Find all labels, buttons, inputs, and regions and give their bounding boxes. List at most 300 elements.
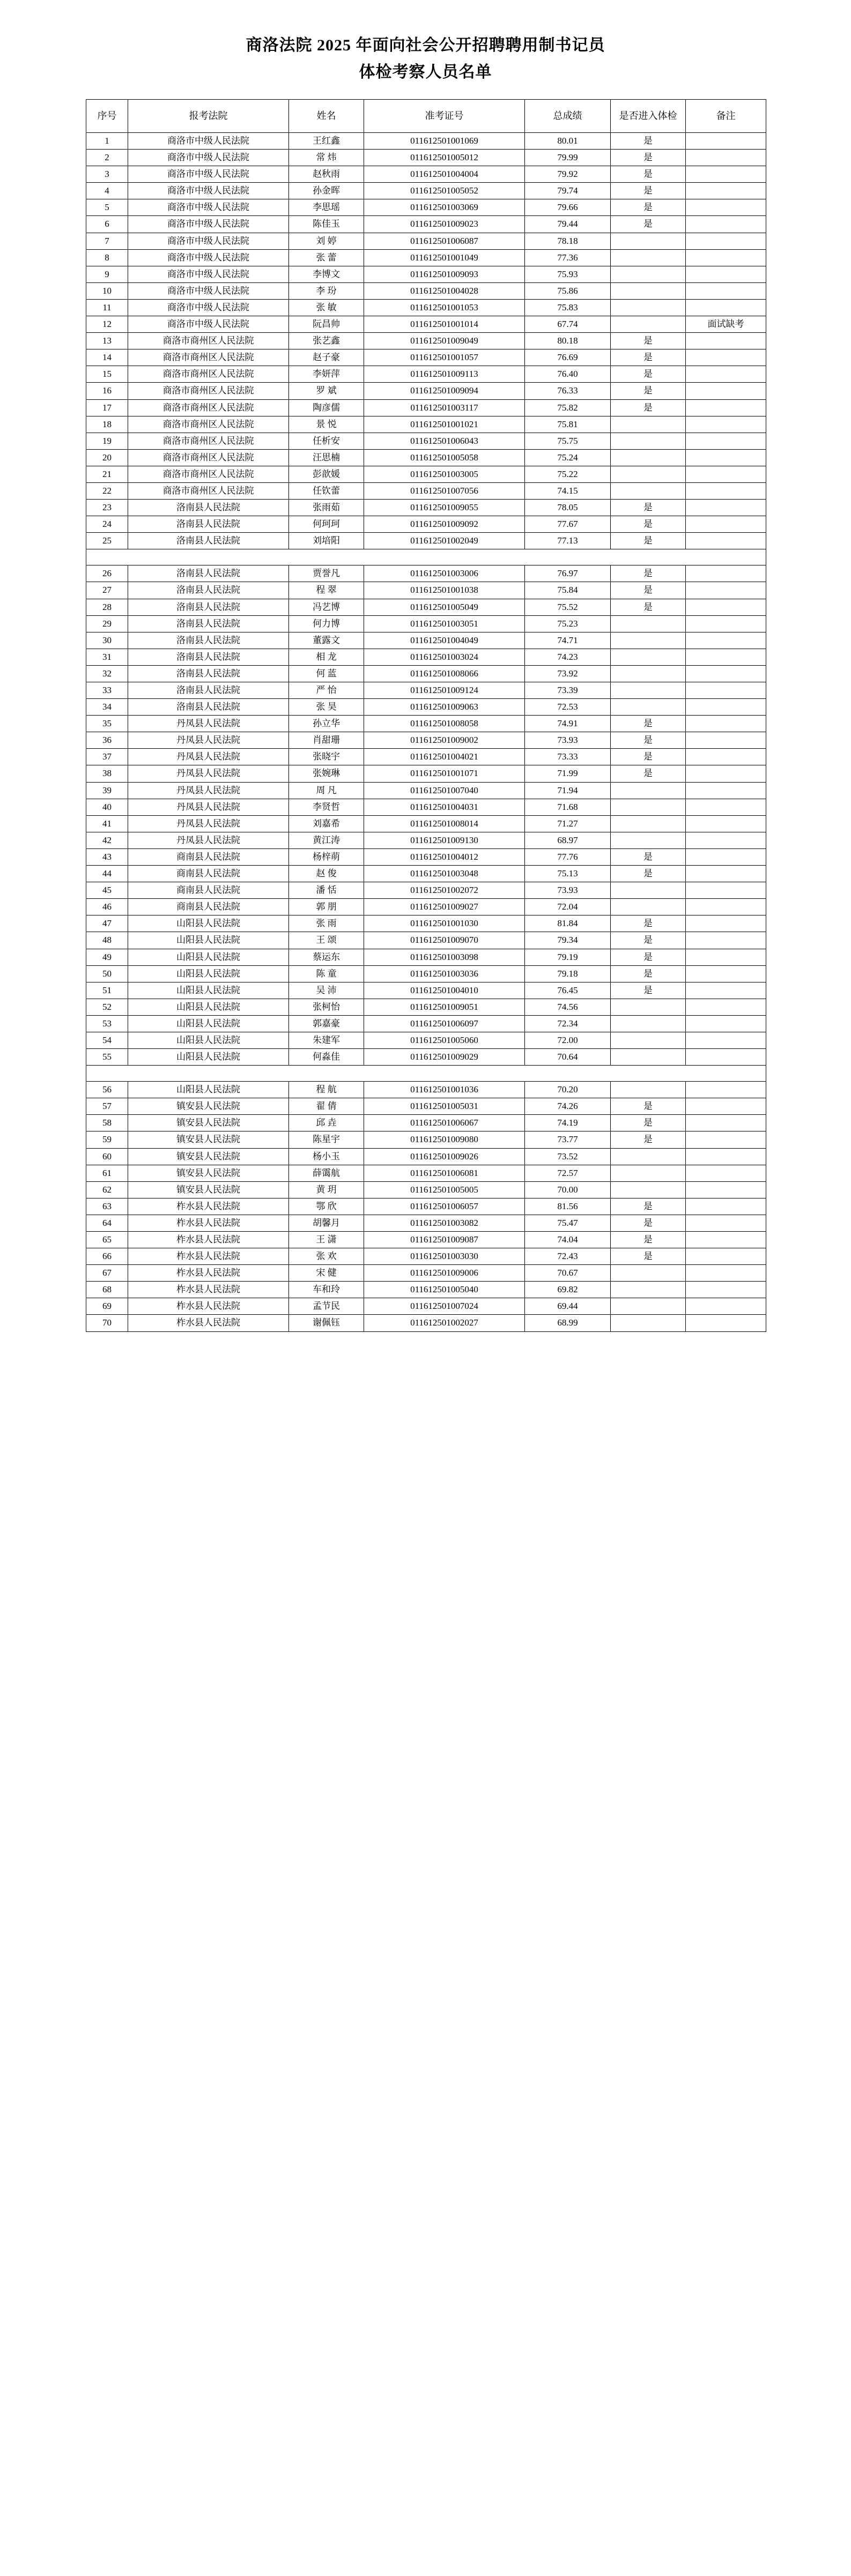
cell-seq: 31: [86, 649, 128, 665]
cell-ticket: 011612501005060: [364, 1032, 525, 1048]
cell-name: 何淼佳: [289, 1049, 364, 1066]
cell-seq: 66: [86, 1248, 128, 1265]
cell-name: 李博文: [289, 266, 364, 282]
table-row: [86, 632, 766, 649]
cell-seq: 42: [86, 832, 128, 848]
cell-remark: [686, 282, 766, 299]
cell-remark: [686, 665, 766, 682]
cell-remark: [686, 649, 766, 665]
cell-seq: 33: [86, 682, 128, 699]
cell-score: 74.15: [525, 482, 611, 499]
cell-remark: [686, 949, 766, 965]
cell-remark: [686, 682, 766, 699]
cell-court: 洛南县人民法院: [128, 582, 289, 599]
cell-exam: [611, 699, 686, 716]
cell-remark: [686, 133, 766, 150]
cell-remark: [686, 1098, 766, 1115]
cell-seq: 56: [86, 1082, 128, 1098]
cell-remark: [686, 1248, 766, 1265]
cell-court: 柞水县人民法院: [128, 1248, 289, 1265]
cell-remark: [686, 333, 766, 349]
title-line-2: 体检考察人员名单: [359, 63, 492, 81]
cell-name: 罗 斌: [289, 383, 364, 399]
cell-name: 任析安: [289, 433, 364, 449]
cell-remark: [686, 150, 766, 166]
cell-seq: 65: [86, 1232, 128, 1248]
cell-ticket: 011612501005049: [364, 599, 525, 615]
cell-score: 75.47: [525, 1215, 611, 1231]
cell-score: 75.84: [525, 582, 611, 599]
cell-ticket: 011612501001036: [364, 1082, 525, 1098]
table-row: [86, 500, 766, 516]
table-row: [86, 166, 766, 183]
cell-ticket: 011612501005058: [364, 449, 525, 466]
cell-remark: [686, 716, 766, 732]
cell-court: 山阳县人民法院: [128, 1015, 289, 1032]
page-break-spacer-cell: [86, 1066, 766, 1082]
cell-ticket: 011612501003082: [364, 1215, 525, 1231]
table-row: [86, 982, 766, 999]
cell-exam: [611, 1082, 686, 1098]
cell-remark: [686, 166, 766, 183]
cell-ticket: 011612501001038: [364, 582, 525, 599]
cell-remark: [686, 1032, 766, 1048]
table-row: [86, 1215, 766, 1231]
table-row: [86, 249, 766, 266]
cell-exam: 是: [611, 183, 686, 199]
cell-exam: [611, 832, 686, 848]
cell-score: 72.00: [525, 1032, 611, 1048]
table-row: [86, 1015, 766, 1032]
cell-exam: [611, 882, 686, 899]
cell-court: 柞水县人民法院: [128, 1215, 289, 1231]
table-row: [86, 1265, 766, 1282]
cell-court: 镇安县人民法院: [128, 1098, 289, 1115]
cell-score: 74.04: [525, 1232, 611, 1248]
cell-ticket: 011612501001069: [364, 133, 525, 150]
cell-ticket: 011612501009070: [364, 932, 525, 949]
cell-name: 赵秋雨: [289, 166, 364, 183]
cell-exam: 是: [611, 216, 686, 233]
table-row: [86, 749, 766, 765]
cell-court: 商南县人民法院: [128, 899, 289, 915]
cell-ticket: 011612501003048: [364, 866, 525, 882]
table-header-row: [86, 100, 766, 133]
cell-score: 75.24: [525, 449, 611, 466]
cell-remark: [686, 1215, 766, 1231]
cell-name: 张 昊: [289, 699, 364, 716]
cell-ticket: 011612501009006: [364, 1265, 525, 1282]
cell-remark: [686, 1265, 766, 1282]
cell-ticket: 011612501009124: [364, 682, 525, 699]
table-row: [86, 449, 766, 466]
cell-ticket: 011612501007024: [364, 1298, 525, 1315]
cell-score: 75.75: [525, 433, 611, 449]
cell-name: 李妍萍: [289, 366, 364, 383]
cell-ticket: 011612501009002: [364, 732, 525, 749]
cell-ticket: 011612501002049: [364, 533, 525, 549]
cell-exam: 是: [611, 932, 686, 949]
cell-court: 商洛市中级人民法院: [128, 216, 289, 233]
cell-court: 商洛市中级人民法院: [128, 249, 289, 266]
cell-ticket: 011612501006067: [364, 1115, 525, 1131]
table-row: [86, 383, 766, 399]
cell-name: 张雨茹: [289, 500, 364, 516]
cell-name: 程 航: [289, 1082, 364, 1098]
table-row: [86, 965, 766, 982]
cell-name: 陶彦儒: [289, 399, 364, 416]
cell-score: 77.67: [525, 516, 611, 533]
cell-exam: 是: [611, 765, 686, 782]
cell-exam: [611, 799, 686, 815]
cell-ticket: 011612501005052: [364, 183, 525, 199]
cell-exam: 是: [611, 1098, 686, 1115]
header-ticket: 准考证号: [364, 100, 525, 133]
cell-seq: 24: [86, 516, 128, 533]
cell-court: 山阳县人民法院: [128, 1049, 289, 1066]
cell-ticket: 011612501009055: [364, 500, 525, 516]
cell-remark: [686, 416, 766, 433]
cell-exam: 是: [611, 1131, 686, 1148]
header-score: 总成绩: [525, 100, 611, 133]
cell-exam: 是: [611, 349, 686, 366]
cell-seq: 26: [86, 565, 128, 582]
table-row: [86, 133, 766, 150]
cell-exam: 是: [611, 1115, 686, 1131]
cell-remark: [686, 882, 766, 899]
cell-ticket: 011612501006097: [364, 1015, 525, 1032]
cell-seq: 28: [86, 599, 128, 615]
cell-seq: 9: [86, 266, 128, 282]
table-row: [86, 1131, 766, 1148]
cell-ticket: 011612501001049: [364, 249, 525, 266]
cell-score: 74.26: [525, 1098, 611, 1115]
cell-seq: 11: [86, 299, 128, 316]
cell-court: 洛南县人民法院: [128, 599, 289, 615]
cell-remark: [686, 699, 766, 716]
cell-ticket: 011612501009026: [364, 1148, 525, 1165]
cell-remark: [686, 500, 766, 516]
table-row: [86, 1098, 766, 1115]
cell-name: 杨小玉: [289, 1148, 364, 1165]
cell-name: 汪思楠: [289, 449, 364, 466]
cell-exam: [611, 1049, 686, 1066]
cell-ticket: 011612501005040: [364, 1282, 525, 1298]
cell-score: 79.66: [525, 199, 611, 216]
cell-score: 74.23: [525, 649, 611, 665]
cell-exam: [611, 233, 686, 249]
cell-court: 商洛市商州区人民法院: [128, 433, 289, 449]
cell-remark: [686, 1082, 766, 1098]
cell-seq: 63: [86, 1198, 128, 1215]
cell-exam: 是: [611, 500, 686, 516]
cell-ticket: 011612501001021: [364, 416, 525, 433]
cell-court: 山阳县人民法院: [128, 1032, 289, 1048]
cell-name: 董露文: [289, 632, 364, 649]
cell-exam: 是: [611, 848, 686, 865]
cell-exam: 是: [611, 965, 686, 982]
cell-score: 72.04: [525, 899, 611, 915]
cell-seq: 54: [86, 1032, 128, 1048]
cell-remark: [686, 466, 766, 482]
cell-ticket: 011612501008066: [364, 665, 525, 682]
table-row: [86, 1315, 766, 1331]
cell-name: 张艺鑫: [289, 333, 364, 349]
table-row: [86, 582, 766, 599]
cell-remark: [686, 899, 766, 915]
cell-score: 71.94: [525, 782, 611, 799]
cell-court: 洛南县人民法院: [128, 699, 289, 716]
cell-remark: [686, 349, 766, 366]
cell-name: 邱 垚: [289, 1115, 364, 1131]
cell-score: 79.18: [525, 965, 611, 982]
cell-name: 相 龙: [289, 649, 364, 665]
table-row: [86, 1115, 766, 1131]
table-row: [86, 832, 766, 848]
cell-seq: 19: [86, 433, 128, 449]
cell-score: 75.23: [525, 615, 611, 632]
cell-court: 丹凤县人民法院: [128, 765, 289, 782]
cell-score: 75.13: [525, 866, 611, 882]
cell-seq: 32: [86, 665, 128, 682]
cell-score: 67.74: [525, 316, 611, 333]
cell-remark: [686, 848, 766, 865]
cell-score: 75.93: [525, 266, 611, 282]
cell-score: 71.99: [525, 765, 611, 782]
cell-seq: 8: [86, 249, 128, 266]
cell-score: 75.83: [525, 299, 611, 316]
cell-name: 李贤哲: [289, 799, 364, 815]
cell-score: 75.81: [525, 416, 611, 433]
cell-remark: [686, 249, 766, 266]
cell-name: 谢佩钰: [289, 1315, 364, 1331]
cell-score: 76.33: [525, 383, 611, 399]
cell-name: 彭歆媛: [289, 466, 364, 482]
cell-ticket: 011612501002072: [364, 882, 525, 899]
cell-seq: 22: [86, 482, 128, 499]
cell-exam: 是: [611, 366, 686, 383]
cell-exam: [611, 665, 686, 682]
cell-seq: 58: [86, 1115, 128, 1131]
cell-remark: [686, 565, 766, 582]
cell-score: 71.27: [525, 815, 611, 832]
header-exam: 是否进入体检: [611, 100, 686, 133]
cell-score: 76.45: [525, 982, 611, 999]
cell-remark: [686, 1298, 766, 1315]
cell-seq: 3: [86, 166, 128, 183]
cell-remark: [686, 433, 766, 449]
cell-exam: [611, 1148, 686, 1165]
cell-court: 商南县人民法院: [128, 866, 289, 882]
table-row: [86, 399, 766, 416]
cell-court: 柞水县人民法院: [128, 1265, 289, 1282]
cell-court: 山阳县人民法院: [128, 965, 289, 982]
cell-exam: [611, 482, 686, 499]
cell-court: 商洛市商州区人民法院: [128, 449, 289, 466]
cell-seq: 7: [86, 233, 128, 249]
cell-score: 70.64: [525, 1049, 611, 1066]
cell-ticket: 011612501003069: [364, 199, 525, 216]
cell-ticket: 011612501003098: [364, 949, 525, 965]
cell-remark: [686, 799, 766, 815]
cell-name: 郭嘉豪: [289, 1015, 364, 1032]
table-row: [86, 516, 766, 533]
table-row: [86, 466, 766, 482]
cell-exam: [611, 466, 686, 482]
table-row: [86, 299, 766, 316]
cell-score: 74.19: [525, 1115, 611, 1131]
cell-score: 79.99: [525, 150, 611, 166]
cell-seq: 40: [86, 799, 128, 815]
cell-exam: [611, 1282, 686, 1298]
cell-court: 商洛市商州区人民法院: [128, 482, 289, 499]
cell-seq: 17: [86, 399, 128, 416]
cell-score: 73.39: [525, 682, 611, 699]
cell-ticket: 011612501009027: [364, 899, 525, 915]
cell-name: 陈 童: [289, 965, 364, 982]
cell-score: 75.52: [525, 599, 611, 615]
table-row: [86, 433, 766, 449]
cell-ticket: 011612501003030: [364, 1248, 525, 1265]
cell-name: 景 悦: [289, 416, 364, 433]
cell-name: 张柯怡: [289, 999, 364, 1015]
cell-name: 何 蓝: [289, 665, 364, 682]
cell-score: 73.92: [525, 665, 611, 682]
cell-score: 69.44: [525, 1298, 611, 1315]
cell-ticket: 011612501009092: [364, 516, 525, 533]
cell-name: 薛霭航: [289, 1165, 364, 1181]
cell-seq: 35: [86, 716, 128, 732]
cell-seq: 10: [86, 282, 128, 299]
cell-court: 丹凤县人民法院: [128, 782, 289, 799]
table-row: [86, 533, 766, 549]
cell-exam: 是: [611, 716, 686, 732]
cell-score: 72.34: [525, 1015, 611, 1032]
cell-score: 74.56: [525, 999, 611, 1015]
cell-ticket: 011612501004031: [364, 799, 525, 815]
cell-remark: [686, 1198, 766, 1215]
table-row: [86, 1148, 766, 1165]
cell-seq: 18: [86, 416, 128, 433]
cell-ticket: 011612501009051: [364, 999, 525, 1015]
cell-court: 丹凤县人民法院: [128, 832, 289, 848]
table-row: [86, 282, 766, 299]
cell-score: 68.99: [525, 1315, 611, 1331]
cell-exam: [611, 782, 686, 799]
table-row: [86, 199, 766, 216]
cell-court: 丹凤县人民法院: [128, 716, 289, 732]
cell-name: 张 雨: [289, 915, 364, 932]
table-row: [86, 1298, 766, 1315]
cell-score: 73.52: [525, 1148, 611, 1165]
cell-ticket: 011612501009063: [364, 699, 525, 716]
cell-seq: 12: [86, 316, 128, 333]
cell-court: 商洛市中级人民法院: [128, 199, 289, 216]
table-row: [86, 233, 766, 249]
cell-ticket: 011612501003036: [364, 965, 525, 982]
cell-name: 胡馨月: [289, 1215, 364, 1231]
cell-score: 77.36: [525, 249, 611, 266]
cell-score: 79.19: [525, 949, 611, 965]
cell-ticket: 011612501005031: [364, 1098, 525, 1115]
cell-seq: 23: [86, 500, 128, 516]
cell-seq: 59: [86, 1131, 128, 1148]
cell-exam: 是: [611, 749, 686, 765]
table-row: [86, 699, 766, 716]
cell-name: 刘培阳: [289, 533, 364, 549]
cell-remark: [686, 915, 766, 932]
cell-remark: [686, 982, 766, 999]
header-remark: 备注: [686, 100, 766, 133]
cell-court: 商洛市中级人民法院: [128, 266, 289, 282]
cell-exam: 是: [611, 732, 686, 749]
cell-name: 李思瑶: [289, 199, 364, 216]
cell-ticket: 011612501004012: [364, 848, 525, 865]
cell-name: 赵子豪: [289, 349, 364, 366]
cell-score: 76.40: [525, 366, 611, 383]
table-row: [86, 665, 766, 682]
cell-score: 79.92: [525, 166, 611, 183]
cell-remark: [686, 299, 766, 316]
table-row: [86, 1248, 766, 1265]
cell-ticket: 011612501001053: [364, 299, 525, 316]
cell-court: 山阳县人民法院: [128, 999, 289, 1015]
cell-score: 70.67: [525, 1265, 611, 1282]
table-row: [86, 932, 766, 949]
cell-remark: [686, 482, 766, 499]
cell-court: 镇安县人民法院: [128, 1181, 289, 1198]
cell-score: 72.57: [525, 1165, 611, 1181]
cell-name: 鄂 欣: [289, 1198, 364, 1215]
cell-court: 洛南县人民法院: [128, 682, 289, 699]
table-row: [86, 815, 766, 832]
cell-name: 张晓宇: [289, 749, 364, 765]
table-row: [86, 1232, 766, 1248]
cell-name: 吴 沛: [289, 982, 364, 999]
cell-ticket: 011612501009130: [364, 832, 525, 848]
cell-exam: 是: [611, 866, 686, 882]
cell-name: 贾誉凡: [289, 565, 364, 582]
cell-court: 洛南县人民法院: [128, 500, 289, 516]
cell-exam: [611, 449, 686, 466]
cell-remark: [686, 765, 766, 782]
cell-exam: 是: [611, 1232, 686, 1248]
cell-exam: 是: [611, 1215, 686, 1231]
document-title: [86, 32, 765, 85]
cell-name: 常 炜: [289, 150, 364, 166]
cell-seq: 49: [86, 949, 128, 965]
cell-court: 商洛市商州区人民法院: [128, 399, 289, 416]
cell-ticket: 011612501009094: [364, 383, 525, 399]
cell-ticket: 011612501006081: [364, 1165, 525, 1181]
cell-remark: [686, 749, 766, 765]
cell-exam: [611, 649, 686, 665]
cell-remark: [686, 383, 766, 399]
cell-court: 商洛市商州区人民法院: [128, 383, 289, 399]
cell-court: 镇安县人民法院: [128, 1131, 289, 1148]
cell-name: 刘 婷: [289, 233, 364, 249]
table-row: [86, 782, 766, 799]
cell-name: 陈星宇: [289, 1131, 364, 1148]
cell-seq: 60: [86, 1148, 128, 1165]
table-row: [86, 1082, 766, 1098]
cell-court: 商洛市商州区人民法院: [128, 349, 289, 366]
cell-name: 张 蕾: [289, 249, 364, 266]
cell-exam: [611, 266, 686, 282]
cell-remark: [686, 615, 766, 632]
cell-exam: [611, 282, 686, 299]
cell-seq: 29: [86, 615, 128, 632]
